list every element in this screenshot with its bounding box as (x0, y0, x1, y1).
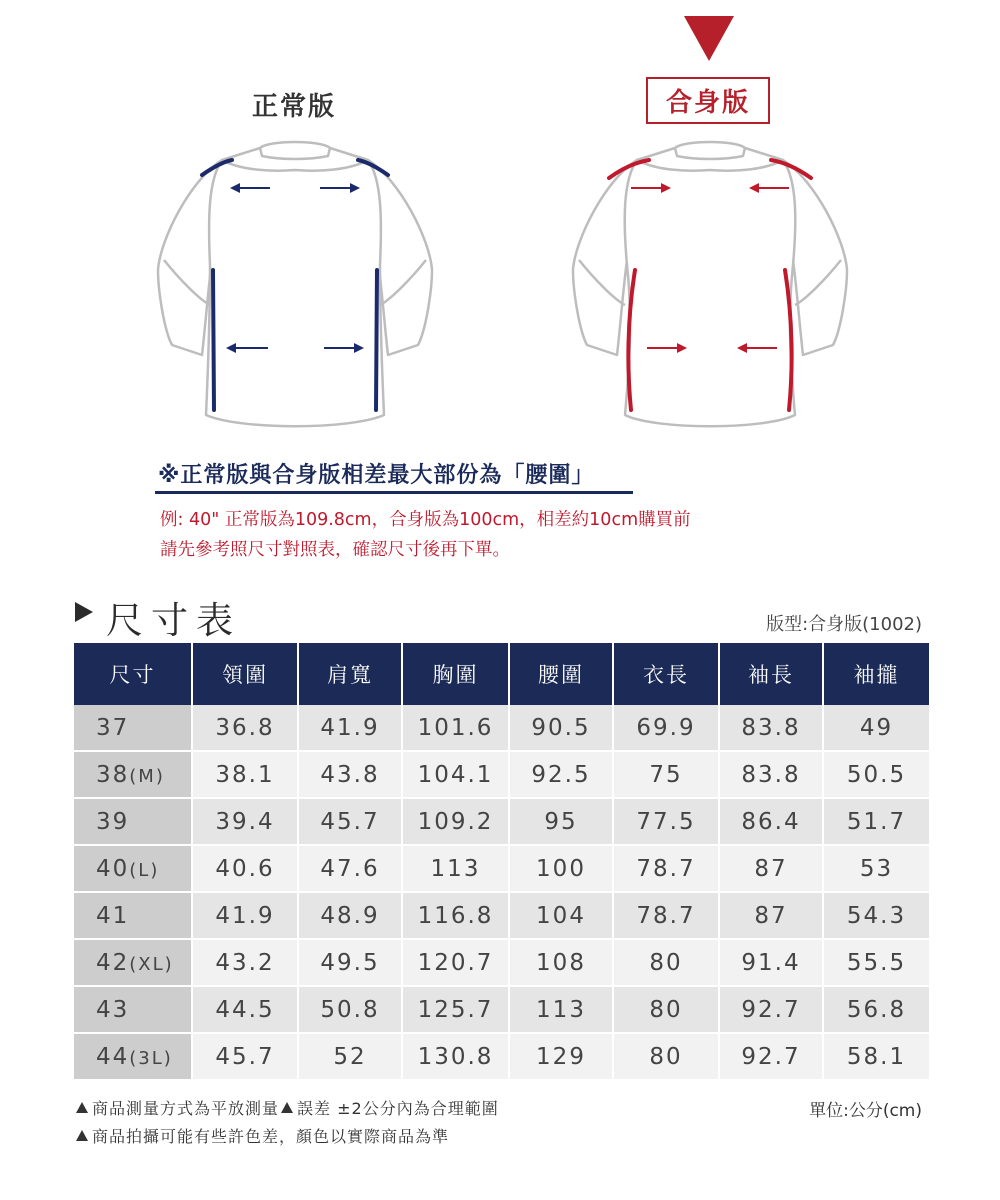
regular-fit-label: 正常版 (252, 92, 337, 122)
measurement-cell: 83.8 (719, 751, 823, 798)
header-chest: 胸圍 (402, 643, 509, 705)
measurement-cell: 113 (509, 986, 613, 1033)
measurement-cell: 101.6 (402, 705, 509, 751)
measurement-cell: 92.7 (719, 986, 823, 1033)
size-code: (M) (129, 765, 165, 787)
note-underline (155, 491, 633, 494)
measurement-cell: 41.9 (298, 705, 402, 751)
size-number: 41 (96, 902, 130, 929)
measurement-cell: 104 (509, 892, 613, 939)
measurement-cell: 58.1 (823, 1033, 929, 1080)
measurement-cell: 55.5 (823, 939, 929, 986)
measurement-cell: 78.7 (613, 892, 719, 939)
measurement-cell: 45.7 (192, 1033, 298, 1080)
measurement-cell: 54.3 (823, 892, 929, 939)
table-row (74, 939, 929, 986)
play-arrow-icon (75, 602, 93, 622)
measurement-cell: 87 (719, 845, 823, 892)
size-chart-heading: 尺寸表 (106, 599, 241, 642)
size-cell (74, 1033, 192, 1080)
table-row (74, 892, 929, 939)
measurement-cell: 109.2 (402, 798, 509, 845)
slim-fit-label: 合身版 (665, 88, 750, 118)
measurement-cell: 39.4 (192, 798, 298, 845)
measurement-cell: 90.5 (509, 705, 613, 751)
measurement-cell: 100 (509, 845, 613, 892)
measurement-cell: 45.7 (298, 798, 402, 845)
measurement-cell: 92.5 (509, 751, 613, 798)
regular-fit-shirt-illustration (150, 140, 440, 445)
size-cell (74, 892, 192, 939)
measurement-cell: 75 (613, 751, 719, 798)
measurement-cell: 92.7 (719, 1033, 823, 1080)
measurement-cell: 80 (613, 939, 719, 986)
measurement-cell: 56.8 (823, 986, 929, 1033)
size-number: 37 (96, 714, 130, 741)
measurement-cell: 49 (823, 705, 929, 751)
measurement-cell: 52 (298, 1033, 402, 1080)
size-chart-table (74, 643, 929, 1081)
table-row (74, 705, 929, 751)
measurement-cell: 69.9 (613, 705, 719, 751)
triangle-bullet-icon (76, 1130, 88, 1141)
measurement-cell: 50.5 (823, 751, 929, 798)
measurement-cell: 43.2 (192, 939, 298, 986)
header-waist: 腰圍 (509, 643, 613, 705)
measurement-cell: 77.5 (613, 798, 719, 845)
size-number: 39 (96, 808, 130, 835)
size-cell (74, 751, 192, 798)
measurement-cell: 104.1 (402, 751, 509, 798)
waist-difference-note: ※正常版與合身版相差最大部份為「腰圍」 (158, 463, 595, 488)
measurement-cell: 41.9 (192, 892, 298, 939)
measurement-cell: 108 (509, 939, 613, 986)
table-row (74, 1033, 929, 1080)
table-row (74, 798, 929, 845)
size-cell (74, 845, 192, 892)
header-neck: 領圍 (192, 643, 298, 705)
measurement-cell: 80 (613, 986, 719, 1033)
size-example-text: 例: 40" 正常版為109.8cm，合身版為100cm，相差約10cm購買前 (160, 510, 691, 530)
size-number: 40 (96, 855, 130, 882)
measurement-cell: 80 (613, 1033, 719, 1080)
measurement-cell: 48.9 (298, 892, 402, 939)
tolerance-text: 誤差 ±2公分內為合理範圍 (297, 1099, 499, 1118)
measurement-footnote (76, 1096, 499, 1119)
measurement-cell: 38.1 (192, 751, 298, 798)
color-footnote (76, 1124, 449, 1147)
measurement-cell: 47.6 (298, 845, 402, 892)
measurement-cell: 50.8 (298, 986, 402, 1033)
size-code: (XL) (129, 953, 174, 975)
header-size: 尺寸 (74, 643, 192, 705)
measurement-cell: 44.5 (192, 986, 298, 1033)
measurement-cell: 83.8 (719, 705, 823, 751)
measurement-cell: 87 (719, 892, 823, 939)
measurement-method-text: 商品測量方式為平放測量 (92, 1099, 280, 1118)
measurement-cell: 43.8 (298, 751, 402, 798)
measurement-cell: 130.8 (402, 1033, 509, 1080)
header-shoulder: 肩寬 (298, 643, 402, 705)
table-header-row (74, 643, 929, 705)
size-cell (74, 986, 192, 1033)
measurement-cell: 113 (402, 845, 509, 892)
size-code: (L) (129, 859, 160, 881)
measurement-cell: 78.7 (613, 845, 719, 892)
measurement-cell: 40.6 (192, 845, 298, 892)
triangle-bullet-icon (76, 1102, 88, 1113)
selected-marker-icon (684, 16, 734, 61)
size-cell (74, 939, 192, 986)
color-difference-text: 商品拍攝可能有些許色差，顏色以實際商品為準 (92, 1127, 450, 1146)
table-row (74, 845, 929, 892)
size-chart-body (74, 705, 929, 1080)
size-number: 38 (96, 761, 130, 788)
size-number: 42 (96, 949, 130, 976)
table-row (74, 986, 929, 1033)
size-code: (3L) (129, 1047, 173, 1069)
measurement-cell: 120.7 (402, 939, 509, 986)
unit-label: 單位:公分(cm) (809, 1101, 922, 1121)
header-length: 衣長 (613, 643, 719, 705)
table-row (74, 751, 929, 798)
measurement-cell: 116.8 (402, 892, 509, 939)
measurement-cell: 129 (509, 1033, 613, 1080)
header-sleeve-length: 袖長 (719, 643, 823, 705)
size-cell (74, 798, 192, 845)
purchase-advice-text: 請先參考照尺寸對照表，確認尺寸後再下單。 (160, 540, 510, 560)
measurement-cell: 125.7 (402, 986, 509, 1033)
measurement-cell: 86.4 (719, 798, 823, 845)
measurement-cell: 49.5 (298, 939, 402, 986)
measurement-cell: 53 (823, 845, 929, 892)
measurement-cell: 51.7 (823, 798, 929, 845)
header-armhole: 袖攏 (823, 643, 929, 705)
measurement-cell: 95 (509, 798, 613, 845)
size-number: 44 (96, 1043, 130, 1070)
slim-fit-label-box (646, 77, 770, 124)
model-type-label: 版型:合身版(1002) (766, 614, 922, 635)
triangle-bullet-icon (281, 1102, 293, 1113)
slim-fit-shirt-illustration (565, 140, 855, 445)
measurement-cell: 91.4 (719, 939, 823, 986)
size-cell (74, 705, 192, 751)
size-number: 43 (96, 996, 130, 1023)
measurement-cell: 36.8 (192, 705, 298, 751)
